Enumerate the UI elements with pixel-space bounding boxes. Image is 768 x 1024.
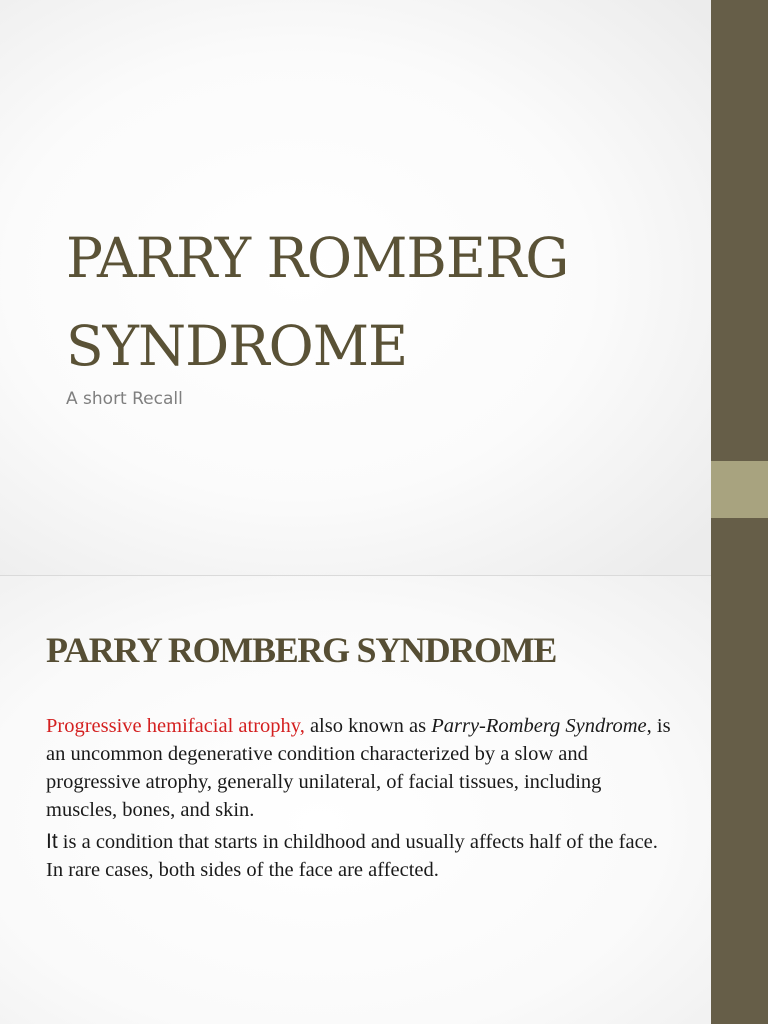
slide-2	[0, 576, 711, 1024]
highlighted-term: Progressive hemifacial atrophy,	[46, 715, 305, 737]
paragraph-description	[46, 828, 671, 884]
paragraph-definition	[46, 712, 671, 824]
sidebar-accent-block	[711, 461, 768, 518]
slide-2-title: PARRY ROMBERG SYNDROME	[46, 630, 557, 670]
paragraph-text: , is an uncommon degenerative condition characterized by a slow and progressive atrophy, generally unilateral, of facial tissues, including muscles, bones, and skin.	[46, 715, 671, 821]
paragraph-text: also known as	[304, 715, 432, 737]
paragraph-text: is a condition that starts in childhood and usually affects half of the face. In rare cases, both sides of the face are affected.	[46, 831, 658, 881]
italic-term: Parry-Romberg Syndrome	[431, 715, 647, 737]
slide-1-title: PARRY ROMBERG SYNDROME	[66, 226, 569, 378]
paragraph-lead-word: It	[46, 830, 58, 853]
slide-2-body	[46, 712, 671, 888]
slide-1-subtitle: A short Recall	[66, 389, 183, 409]
